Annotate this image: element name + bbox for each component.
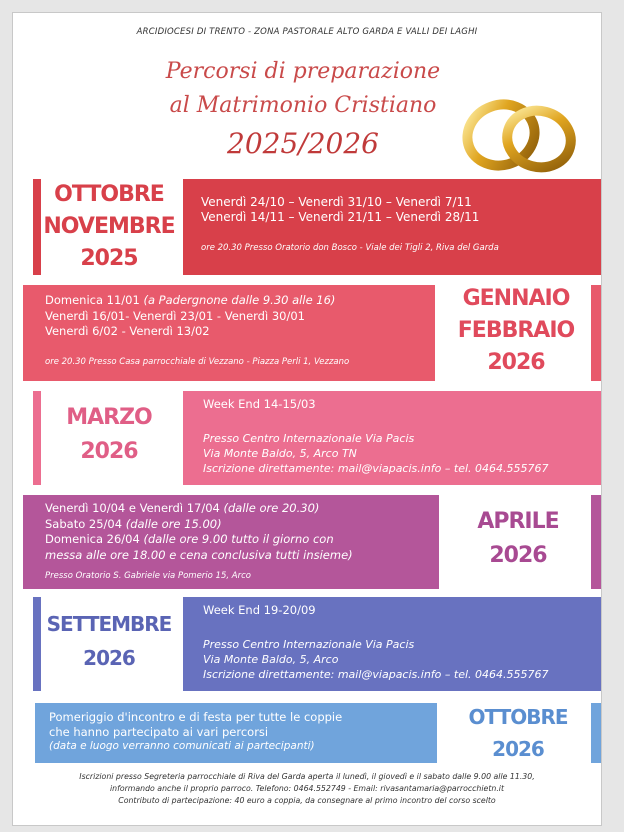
title-line-2: al Matrimonio Cristiano: [169, 93, 437, 118]
label-line: NOVEMBRE: [43, 214, 175, 239]
place-line: Presso Centro Internazionale Via Pacis: [203, 638, 415, 651]
dates-note: (dalle ore 20.30): [223, 501, 320, 515]
dates-line: Domenica 26/04: [45, 532, 144, 546]
dates-line: Venerdì 24/10 – Venerdì 31/10 – Venerdì 7/11: [201, 195, 472, 209]
section-5-place: [203, 637, 549, 682]
label-line: 2026: [80, 439, 138, 464]
section-3-dates: Week End 14-15/03: [203, 397, 316, 411]
title-line-1: Percorsi di preparazione: [165, 59, 441, 84]
section-1-label: [41, 179, 177, 275]
label-line: 2026: [83, 646, 135, 670]
label-line: OTTOBRE: [468, 705, 568, 729]
section-4-place: Presso Oratorio S. Gabriele via Pomerio 15, Arco: [45, 571, 251, 581]
section-1-place: ore 20.30 Presso Oratorio don Bosco - Viale dei Tigli 2, Riva del Garda: [201, 243, 499, 253]
wedding-rings-icon: [453, 83, 583, 183]
section-3-label: [41, 401, 177, 469]
footer-line: Iscrizioni presso Segreteria parrocchiale di Riva del Garda aperta il lunedì, il giovedì e il sabato dalle 9.00 alle 11.30,: [79, 772, 535, 781]
section-1-dates: [201, 195, 479, 225]
dates-line: Venerdì 14/11 – Venerdì 21/11 – Venerdì 28/11: [201, 210, 480, 224]
label-line: 2026: [492, 737, 544, 761]
section-2-dates: [45, 293, 335, 340]
section-5-label: [39, 607, 179, 675]
place-line: Via Monte Baldo, 5, Arco TN: [203, 447, 357, 460]
dates-line: Venerdì 6/02 - Venerdì 13/02: [45, 324, 210, 338]
section-2-place: ore 20.30 Presso Casa parrocchiale di Vezzano - Piazza Perli 1, Vezzano: [45, 357, 350, 367]
event-note: (data e luogo verranno comunicati ai partecipanti): [49, 740, 315, 752]
dates-note: (dalle ore 9.00 tutto il giorno con: [143, 532, 334, 546]
footer-line: Contributo di partecipazione: 40 euro a coppia, da consegnare al primo incontro del corso scelto: [118, 796, 496, 805]
dates-note: (a Padergnone dalle 9.30 alle 16): [143, 293, 336, 307]
section-6-text: [49, 710, 342, 754]
title-years: 2025/2026: [227, 127, 379, 160]
label-line: GENNAIO: [462, 286, 570, 311]
dates-line: Venerdì 16/01- Venerdì 23/01 - Venerdì 30/01: [45, 308, 305, 323]
label-line: OTTOBRE: [54, 182, 164, 207]
footer-line: informando anche il proprio parroco. Telefono: 0464.552749 - Email: rivasantamaria@parrocchietn.it: [109, 784, 505, 793]
footer: [13, 771, 601, 807]
dates-note: messa alle ore 18.00 e cena conclusiva tutti insieme): [45, 547, 353, 562]
section-4-dates: [45, 501, 353, 563]
dates-note: (dalle ore 15.00): [125, 516, 222, 531]
place-line: Via Monte Baldo, 5, Arco: [203, 653, 339, 666]
dates-line: Sabato 25/04: [45, 516, 126, 531]
dates-line: Venerdì 10/04 e Venerdì 17/04: [45, 501, 224, 515]
section-5-dates: Week End 19-20/09: [203, 603, 316, 617]
section-october-november-text: [183, 179, 601, 275]
registration-line: Iscrizione direttamente: mail@viapacis.info – tel. 0464.555767: [203, 668, 549, 681]
event-line: che hanno partecipato ai vari percorsi: [49, 724, 269, 739]
section-6-label: [443, 701, 593, 765]
section-2-label: [441, 283, 591, 379]
label-line: 2025: [80, 246, 138, 271]
label-line: 2026: [487, 350, 545, 375]
dates-line: Domenica 11/01: [45, 293, 144, 307]
place-line: Presso Centro Internazionale Via Pacis: [203, 432, 415, 445]
event-line: Pomeriggio d'incontro e di festa per tutte le coppie: [49, 710, 343, 724]
label-line: FEBBRAIO: [457, 318, 575, 343]
flyer-page: [12, 12, 602, 826]
section-3-place: [203, 431, 549, 476]
section-4-label: [445, 505, 591, 573]
organization-header: ARCIDIOCESI DI TRENTO - ZONA PASTORALE ALTO GARDA E VALLI DEI LAGHI: [136, 27, 478, 37]
label-line: APRILE: [477, 509, 559, 534]
registration-line: Iscrizione direttamente: mail@viapacis.info – tel. 0464.555767: [203, 462, 549, 475]
label-line: MARZO: [66, 405, 152, 430]
label-line: 2026: [489, 543, 547, 568]
label-line: SETTEMBRE: [46, 612, 172, 636]
